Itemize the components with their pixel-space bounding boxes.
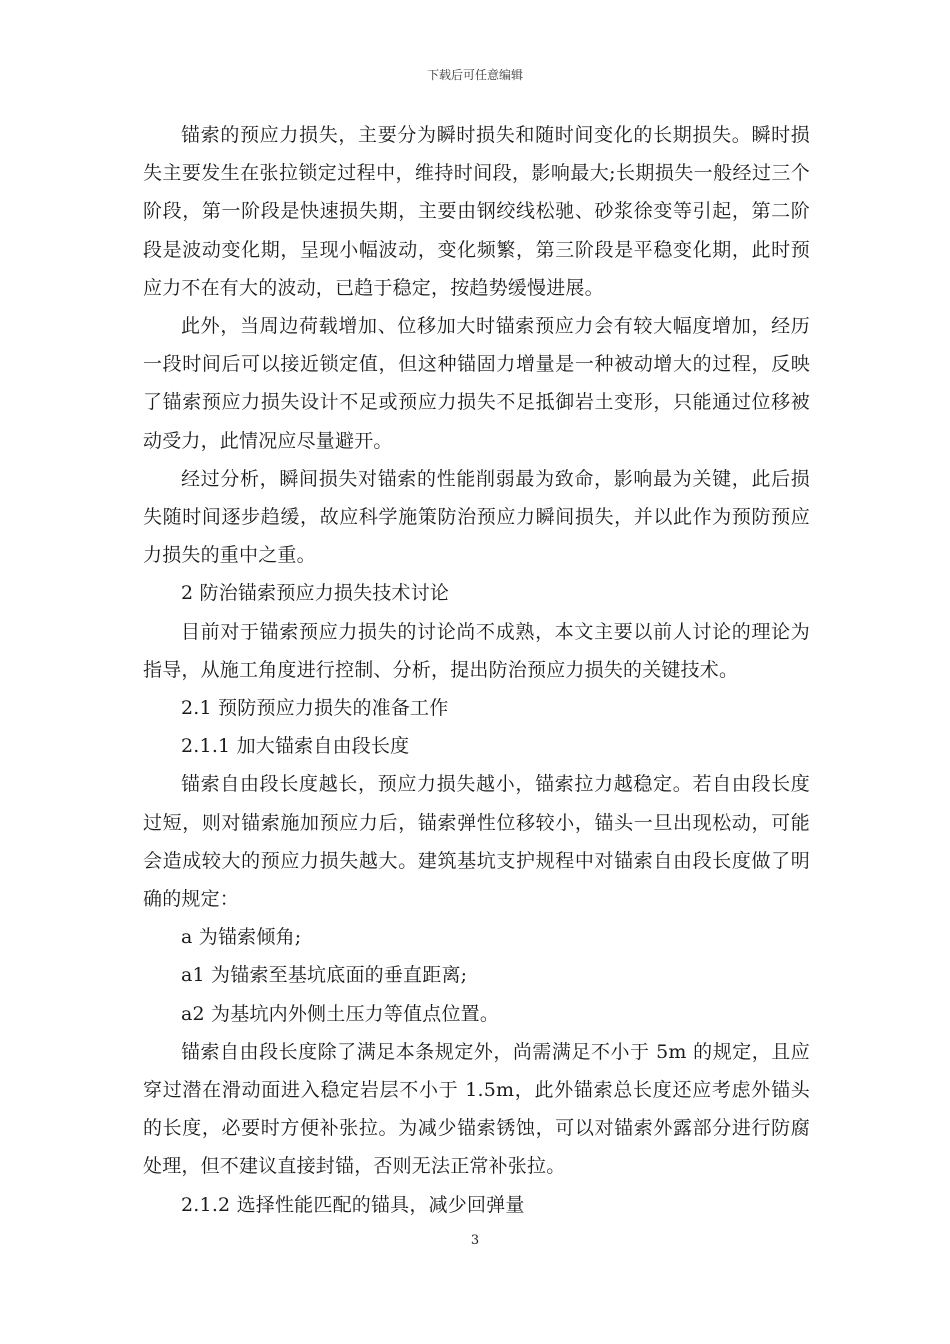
paragraph-analysis: 经过分析，瞬间损失对锚索的性能削弱最为致命，影响最为关键，此后损失随时间逐步趋缓，故应科学施策防治预应力瞬间损失，并以此作为预防预应力损失的重中之重。 <box>143 467 810 567</box>
definition-a: a 为锚索倾角; <box>181 926 302 949</box>
paragraph-prestress-loss-types: 锚索的预应力损失，主要分为瞬时损失和随时间变化的长期损失。瞬时损失主要发生在张拉锁定过程中，维持时间段，影响最大;长期损失一般经过三个阶段，第一阶段是快速损失期，主要由钢绞线松驰、砂浆徐变等引起，第二阶段是波动变化期，呈现小幅波动，变化频繁，第三阶段是平稳变化期，此时预应力不在有大的波动，已趋于稳定，按趋势缓慢进展。 <box>143 124 810 299</box>
section-heading-2-1: 2.1 预防预应力损失的准备工作 <box>181 697 449 720</box>
definition-a2: a2 为基坑内外侧土压力等值点位置。 <box>181 1002 500 1025</box>
page-header: 下载后可任意编辑 <box>426 68 523 82</box>
section-heading-2-1-2: 2.1.2 选择性能匹配的锚具，减少回弹量 <box>181 1193 525 1216</box>
definition-a1: a1 为锚索至基坑底面的垂直距离; <box>181 964 468 987</box>
page-number: 3 <box>470 1233 480 1248</box>
paragraph-load-increase: 此外，当周边荷载增加、位移加大时锚索预应力会有较大幅度增加，经历一段时间后可以接近锁定值，但这种锚固力增量是一种被动增大的过程，反映了锚索预应力损失设计不足或预应力损失不足抵御岩土变形，只能通过位移被动受力，此情况应尽量避开。 <box>143 315 810 452</box>
section-heading-2: 2 防治锚索预应力损失技术讨论 <box>181 582 450 605</box>
paragraph-free-length-requirements: 锚索自由段长度除了满足本条规定外，尚需满足不小于 5m 的规定，且应穿过潜在滑动面进入稳定岩层不小于 1.5m，此外锚索总长度还应考虑外锚头的长度，必要时方便补张拉。为减少锚索锈蚀，可以对锚索外露部分进行防腐处理，但不建议直接封锚，否则无法正常补张拉。 <box>143 1040 810 1178</box>
paragraph-free-length: 锚索自由段长度越长，预应力损失越小，锚索拉力越稳定。若自由段长度过短，则对锚索施加预应力后，锚索弹性位移较小，锚头一旦出现松动，可能会造成较大的预应力损失越大。建筑基坑支护规程中对锚索自由段长度做了明确的规定： <box>143 773 810 911</box>
paragraph-section-intro: 目前对于锚索预应力损失的讨论尚不成熟，本文主要以前人讨论的理论为指导，从施工角度进行控制、分析，提出防治预应力损失的关键技术。 <box>143 620 810 681</box>
document-body <box>143 116 810 1224</box>
section-heading-2-1-1: 2.1.1 加大锚索自由段长度 <box>181 735 410 758</box>
